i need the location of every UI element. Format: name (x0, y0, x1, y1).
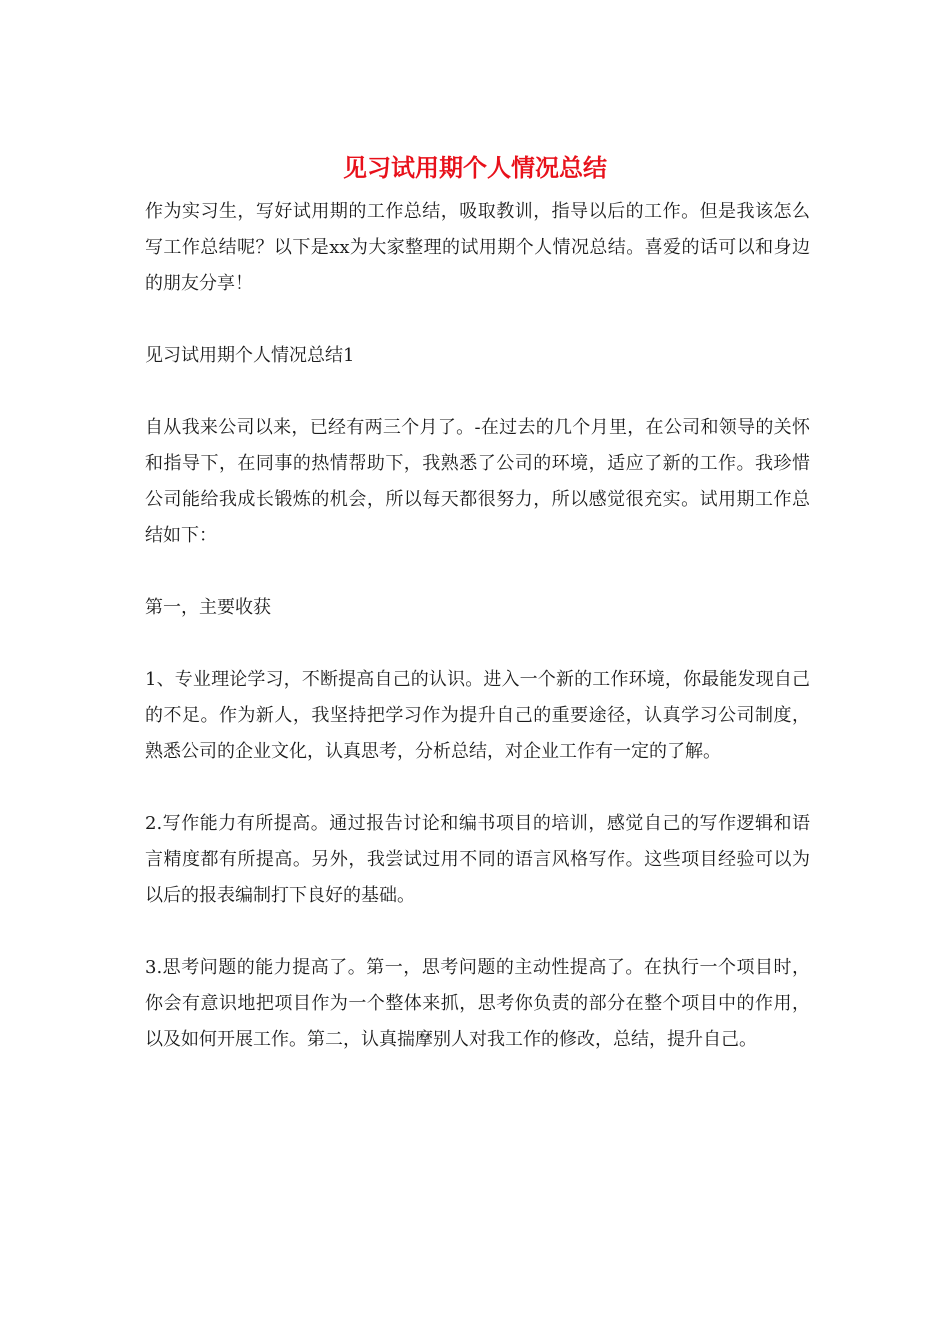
document-body (145, 194, 810, 1094)
intro-paragraph: 作为实习生，写好试用期的工作总结，吸取教训，指导以后的工作。但是我该怎么写工作总结呢？以下是xx为大家整理的试用期个人情况总结。喜爱的话可以和身边的朋友分享！ (145, 201, 810, 294)
section-heading: 见习试用期个人情况总结1 (145, 345, 355, 366)
list-item-paragraph: 2.写作能力有所提高。通过报告讨论和编书项目的培训，感觉自己的写作逻辑和语言精度都有所提高。另外，我尝试过用不同的语言风格写作。这些项目经验可以为以后的报表编制打下良好的基础。 (145, 813, 810, 906)
document-title: 见习试用期个人情况总结 (343, 153, 607, 182)
list-item-paragraph: 3.思考问题的能力提高了。第一，思考问题的主动性提高了。在执行一个项目时，你会有意识地把项目作为一个整体来抓，思考你负责的部分在整个项目中的作用，以及如何开展工作。第二，认真揣摩别人对我工作的修改，总结，提升自己。 (145, 957, 810, 1050)
subsection-heading: 第一，主要收获 (145, 597, 271, 618)
list-item-paragraph: 1、专业理论学习，不断提高自己的认识。进入一个新的工作环境，你最能发现自己的不足。作为新人，我坚持把学习作为提升自己的重要途径，认真学习公司制度，熟悉公司的企业文化，认真思考，分析总结，对企业工作有一定的了解。 (145, 669, 810, 762)
body-paragraph: 自从我来公司以来，已经有两三个月了。-在过去的几个月里，在公司和领导的关怀和指导下，在同事的热情帮助下，我熟悉了公司的环境，适应了新的工作。我珍惜公司能给我成长锻炼的机会，所以每天都很努力，所以感觉很充实。试用期工作总结如下： (145, 417, 810, 546)
